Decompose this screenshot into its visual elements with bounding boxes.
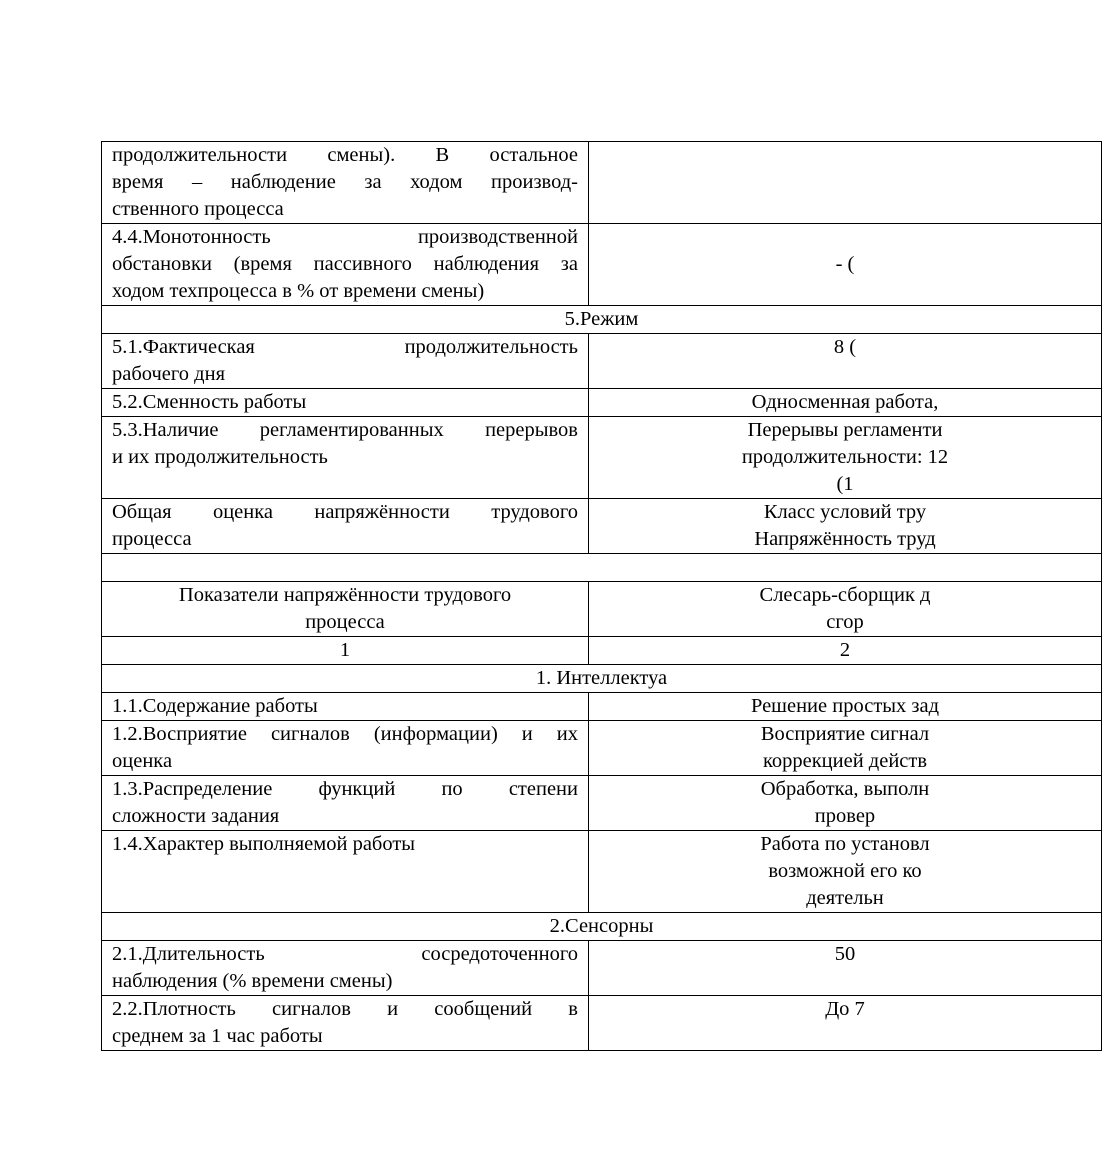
indicator-cell: Общая оценка напряжённости трудового процесса: [102, 499, 589, 554]
table-row: [102, 721, 1102, 776]
column-number: 1: [102, 637, 589, 665]
indicator-cell: продолжительности смены). В остальное время – наблюдение за ходом производ- ственного процесса: [102, 142, 589, 224]
section-row: [102, 913, 1102, 941]
labor-intensity-table: [101, 141, 1102, 1051]
value-cell: Решение простых зад: [589, 693, 1102, 721]
value-cell: [589, 142, 1102, 224]
column-number-row: [102, 637, 1102, 665]
value-cell: Класс условий тру Напряжённость труд: [589, 499, 1102, 554]
table-row: [102, 417, 1102, 499]
table-row: [102, 831, 1102, 913]
section-title: 1. Интеллектуа: [102, 665, 1102, 693]
indicator-cell: 1.3.Распределение функций по степени сложности задания: [102, 776, 589, 831]
section-title: 2.Сенсорны: [102, 913, 1102, 941]
column-number: 2: [589, 637, 1102, 665]
section-row: [102, 306, 1102, 334]
value-cell: Перерывы регламенти продолжительности: 12 (1: [589, 417, 1102, 499]
table-row: [102, 996, 1102, 1051]
value-cell: Восприятие сигнал коррекцией действ: [589, 721, 1102, 776]
table-row: [102, 389, 1102, 417]
value-cell: - (: [589, 224, 1102, 306]
indicator-cell: 4.4.Монотонность производственной обстановки (время пассивного наблюдения за ходом техпроцесса в % от времени смены): [102, 224, 589, 306]
indicator-cell: 2.1.Длительность сосредоточенного наблюдения (% времени смены): [102, 941, 589, 996]
indicator-cell: 1.4.Характер выполняемой работы: [102, 831, 589, 913]
indicator-cell: 5.2.Сменность работы: [102, 389, 589, 417]
value-cell: До 7: [589, 996, 1102, 1051]
table-row: [102, 334, 1102, 389]
header-row: [102, 582, 1102, 637]
empty-cell: [102, 554, 1102, 582]
header-indicators: Показатели напряжённости трудового процесса: [102, 582, 589, 637]
section-row: [102, 665, 1102, 693]
table-row: [102, 941, 1102, 996]
indicator-cell: 5.1.Фактическая продолжительность рабочего дня: [102, 334, 589, 389]
indicator-cell: 2.2.Плотность сигналов и сообщений в среднем за 1 час работы: [102, 996, 589, 1051]
value-cell: Односменная работа,: [589, 389, 1102, 417]
value-cell: 8 (: [589, 334, 1102, 389]
indicator-cell: 5.3.Наличие регламентированных перерывов и их продолжительность: [102, 417, 589, 499]
indicator-cell: 1.2.Восприятие сигналов (информации) и их оценка: [102, 721, 589, 776]
header-profession: Слесарь-сборщик д сгор: [589, 582, 1102, 637]
table-row: [102, 776, 1102, 831]
value-cell: Обработка, выполн провер: [589, 776, 1102, 831]
indicator-cell: 1.1.Содержание работы: [102, 693, 589, 721]
table-row: [102, 142, 1102, 224]
separator-row: [102, 554, 1102, 582]
table-row: [102, 224, 1102, 306]
table-row: [102, 693, 1102, 721]
value-cell: Работа по установл возможной его ко деятельн: [589, 831, 1102, 913]
value-cell: 50: [589, 941, 1102, 996]
section-title: 5.Режим: [102, 306, 1102, 334]
table-row: [102, 499, 1102, 554]
